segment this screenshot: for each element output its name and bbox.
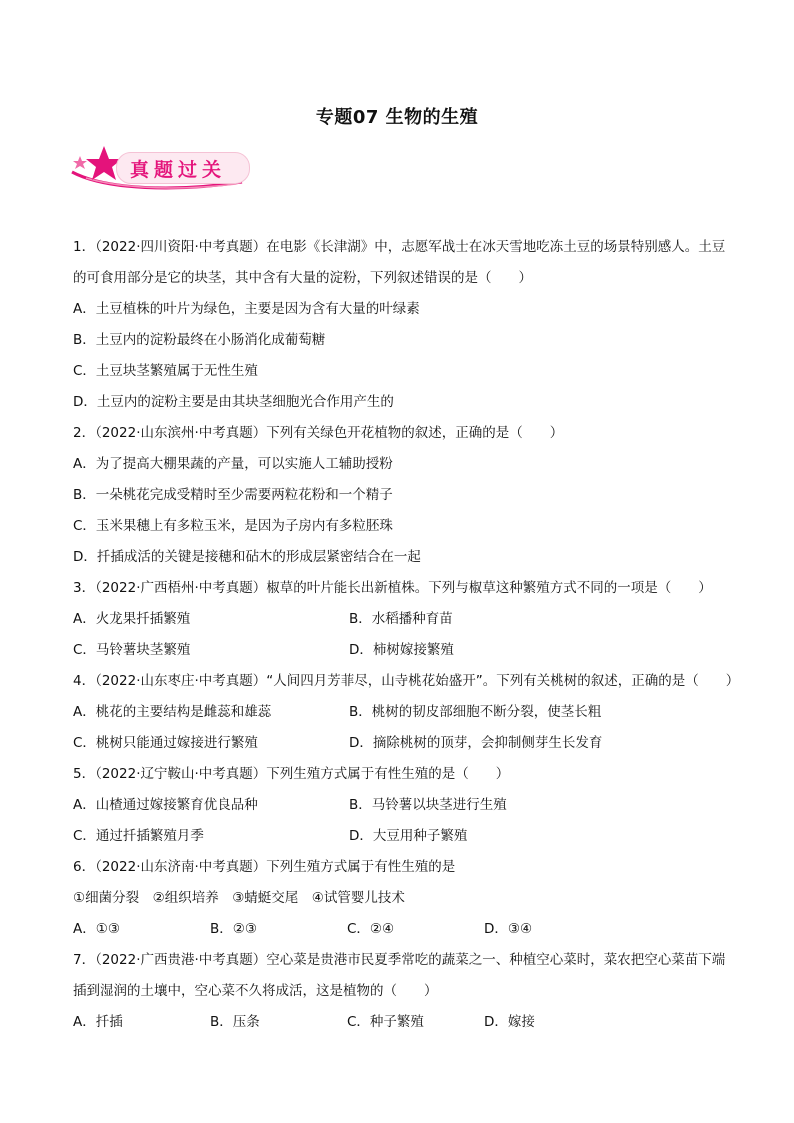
option-a: A．山楂通过嫁接繁育优良品种 <box>73 797 258 813</box>
option-b: B．马铃薯以块茎进行生殖 <box>349 797 507 813</box>
question-3 <box>73 573 733 666</box>
section-banner <box>66 142 252 192</box>
option-d: D．土豆内的淀粉主要是由其块茎细胞光合作用产生的 <box>73 394 394 410</box>
question-5 <box>73 759 733 852</box>
option-d: D．扦插成活的关键是接穗和砧木的形成层紧密结合在一起 <box>73 549 421 565</box>
option-d: D．柿树嫁接繁殖 <box>349 642 454 658</box>
question-stem: 3．（2022·广西梧州·中考真题）椒草的叶片能长出新植株。下列与椒草这种繁殖方式不同的一项是（ ） <box>73 580 712 596</box>
question-7 <box>73 945 733 1038</box>
option-d: D．③④ <box>484 921 533 937</box>
option-d: D．大豆用种子繁殖 <box>349 828 468 844</box>
question-stem: 6．（2022·山东济南·中考真题）下列生殖方式属于有性生殖的是 <box>73 859 456 875</box>
option-a: A．桃花的主要结构是雌蕊和雄蕊 <box>73 704 272 720</box>
option-c: C．②④ <box>347 921 395 937</box>
question-2 <box>73 418 733 573</box>
option-c: C．马铃薯块茎繁殖 <box>73 642 191 658</box>
question-stem: 4．（2022·山东枣庄·中考真题）“人间四月芳菲尽，山寺桃花始盛开”。下列有关桃树的叙述，正确的是（ ） <box>73 673 740 689</box>
question-1 <box>73 232 733 418</box>
page-title: 专题07 生物的生殖 <box>315 107 479 128</box>
option-b: B．②③ <box>210 921 257 937</box>
option-b: B．土豆内的淀粉最终在小肠消化成葡萄糖 <box>73 332 326 348</box>
option-b: B．压条 <box>210 1014 260 1030</box>
option-a: A．为了提高大棚果蔬的产量，可以实施人工辅助授粉 <box>73 456 393 472</box>
question-list <box>73 232 740 1038</box>
option-a: A．①③ <box>73 921 120 937</box>
question-stem: 1．（2022·四川资阳·中考真题）在电影《长津湖》中，志愿军战士在冰天雪地吃冻土豆的场景特别感人。土豆的可食用部分是它的块茎，其中含有大量的淀粉，下列叙述错误的是（ ） <box>73 239 726 286</box>
option-c: C．玉米果穗上有多粒玉米，是因为子房内有多粒胚珠 <box>73 518 393 534</box>
option-a: A．土豆植株的叶片为绿色，主要是因为含有大量的叶绿素 <box>73 301 420 317</box>
option-b: B．桃树的韧皮部细胞不断分裂，使茎长粗 <box>349 704 602 720</box>
option-a: A．扦插 <box>73 1014 123 1030</box>
question-stem: 2．（2022·山东滨州·中考真题）下列有关绿色开花植物的叙述，正确的是（ ） <box>73 425 564 441</box>
option-b: B．一朵桃花完成受精时至少需要两粒花粉和一个精子 <box>73 487 393 503</box>
question-6 <box>73 852 733 945</box>
question-4 <box>73 666 740 759</box>
option-d: D．摘除桃树的顶芽，会抑制侧芽生长发育 <box>349 735 603 751</box>
banner-text: 真题过关 <box>130 159 227 181</box>
question-stem: 7．（2022·广西贵港·中考真题）空心菜是贵港市民夏季常吃的蔬菜之一、种植空心菜时，菜农把空心菜苗下端插到湿润的土壤中，空心菜不久将成活，这是植物的（ ） <box>73 952 726 999</box>
option-c: C．通过扦插繁殖月季 <box>73 828 204 844</box>
option-c: C．桃树只能通过嫁接进行繁殖 <box>73 735 258 751</box>
option-c: C．土豆块茎繁殖属于无性生殖 <box>73 363 258 379</box>
option-d: D．嫁接 <box>484 1014 535 1030</box>
option-c: C．种子繁殖 <box>347 1014 424 1030</box>
option-b: B．水稻播种育苗 <box>349 611 453 627</box>
question-stem: 5．（2022·辽宁鞍山·中考真题）下列生殖方式属于有性生殖的是（ ） <box>73 766 510 782</box>
question-items: ①细菌分裂 ②组织培养 ③蜻蜓交尾 ④试管婴儿技术 <box>73 890 405 906</box>
option-a: A．火龙果扦插繁殖 <box>73 611 191 627</box>
